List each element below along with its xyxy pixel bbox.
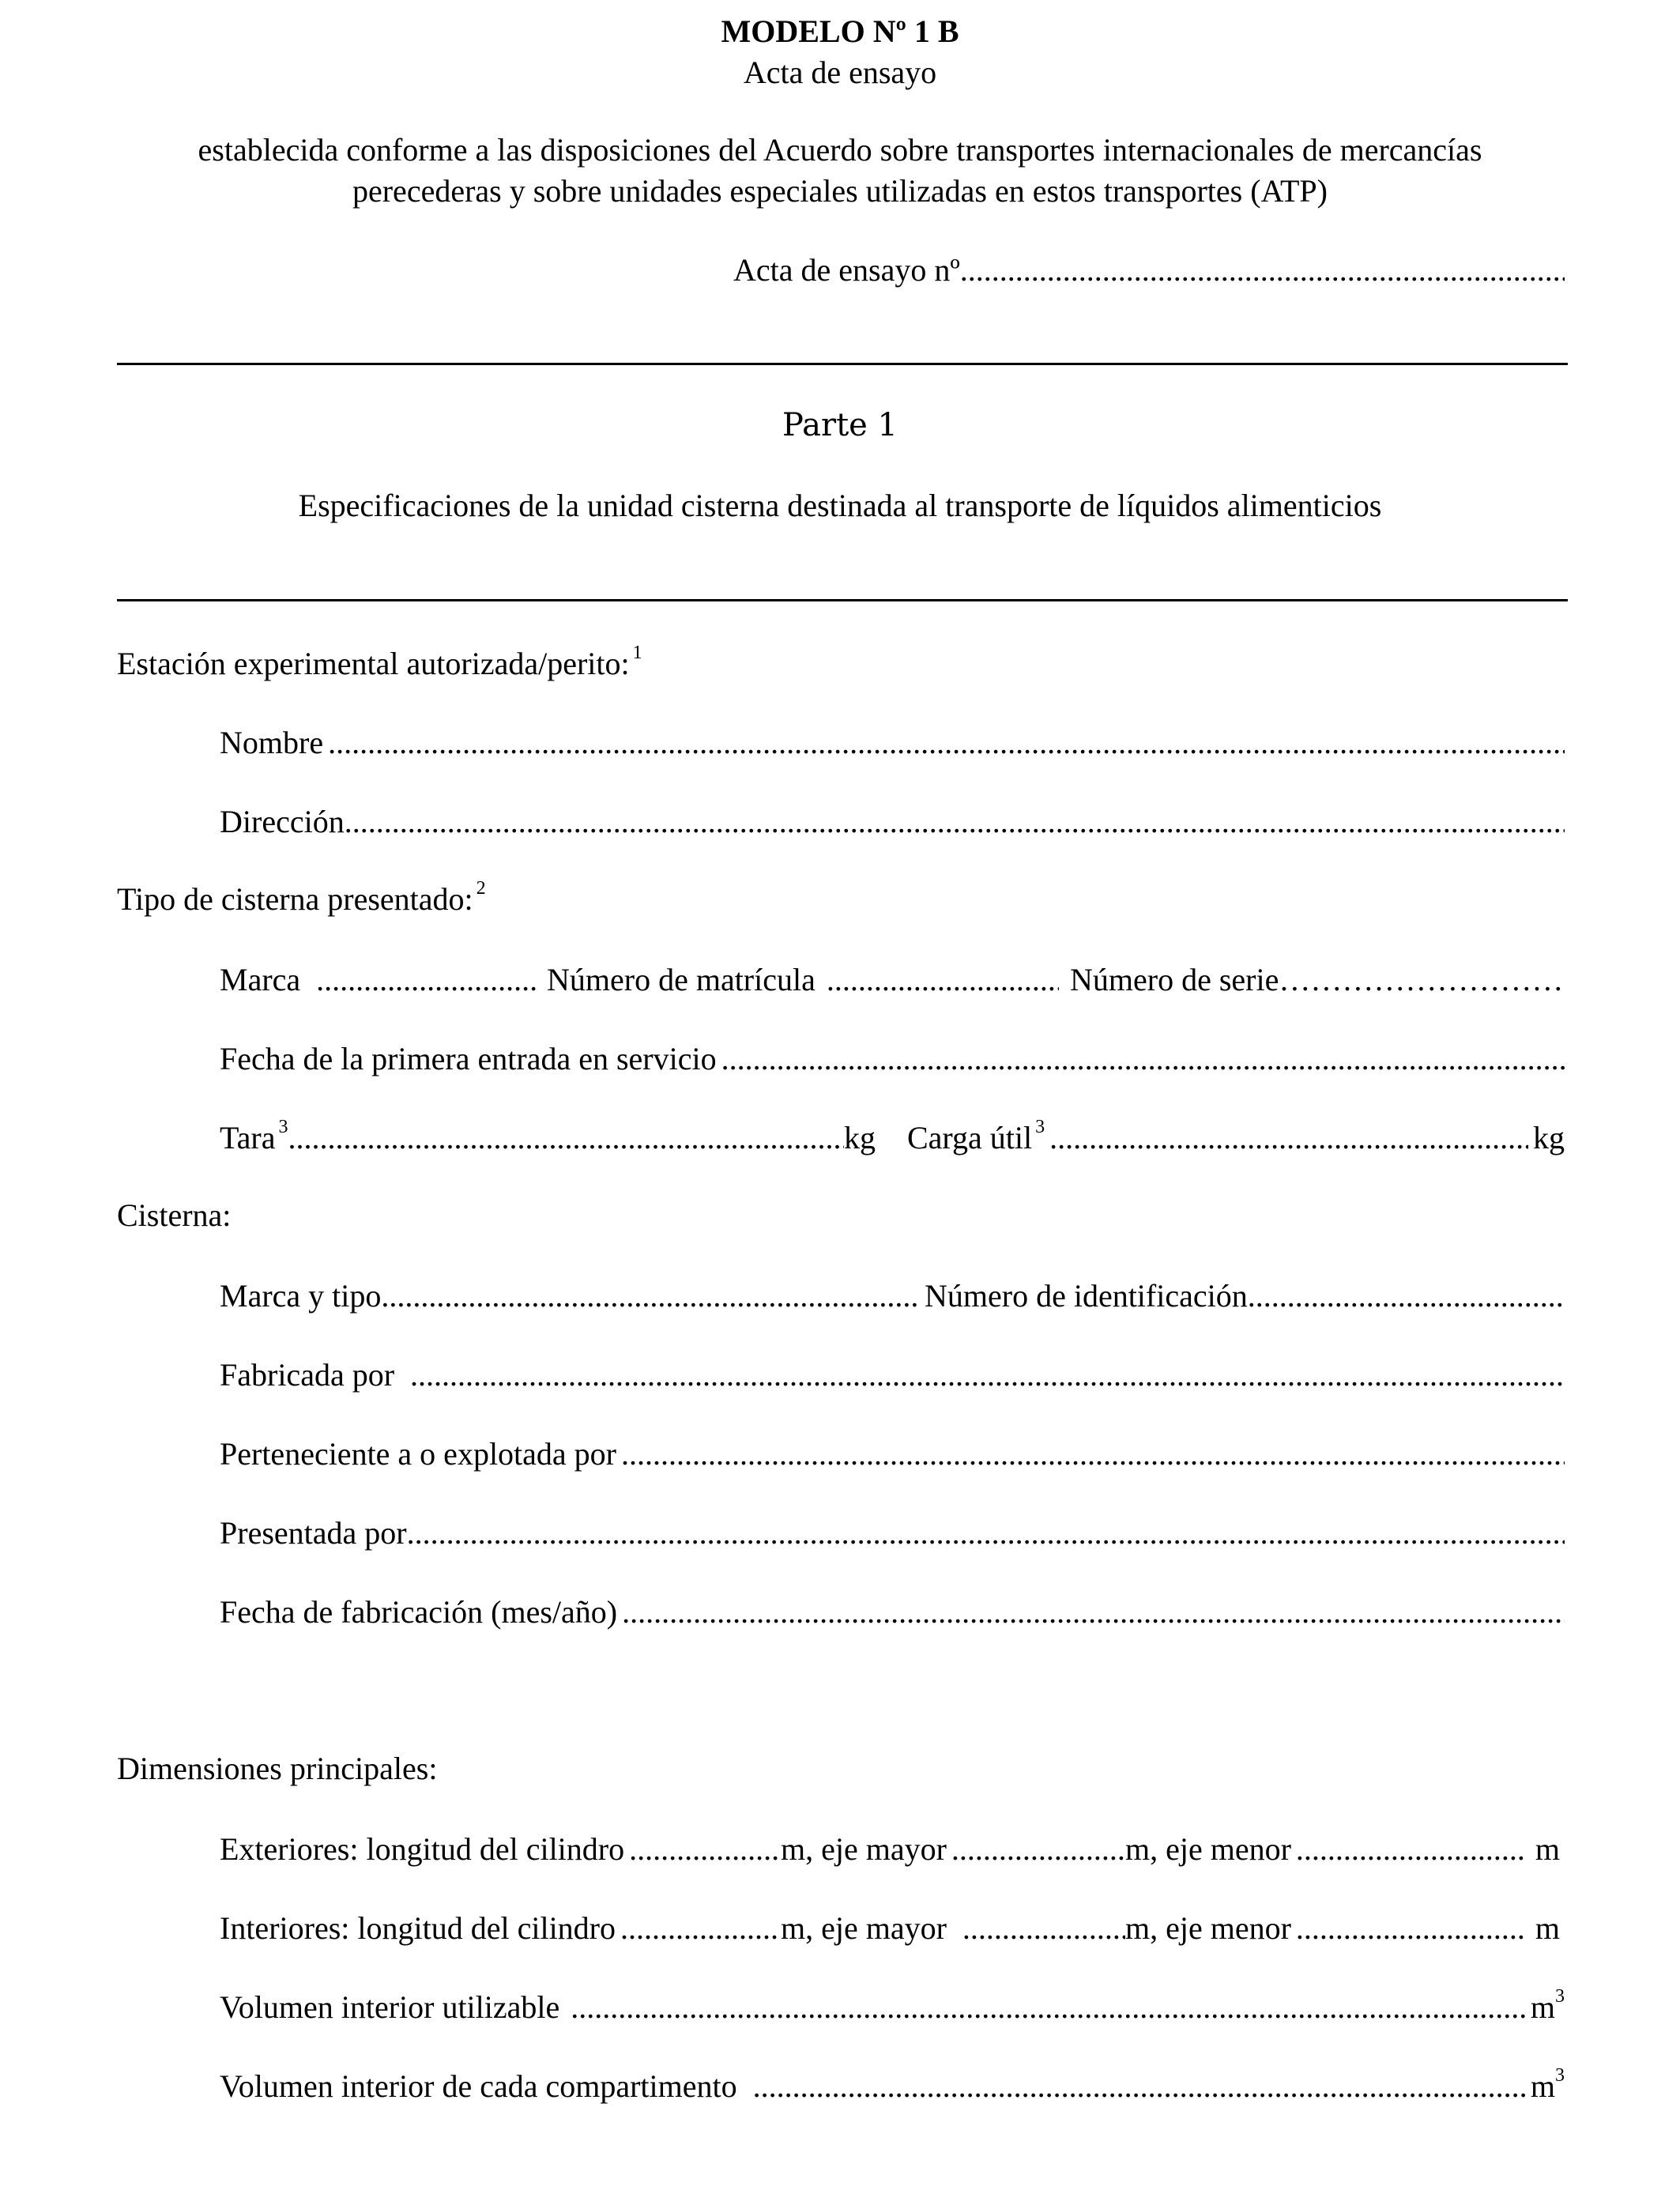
owned-by-field[interactable] [220,1438,1565,1470]
station-heading: Estación experimental autorizada/perito: $^1$ [117,643,642,681]
first-service-label: Fecha de la primera entrada en servicio [220,1041,717,1076]
owned-by-label: Perteneciente a o explotada por [220,1436,616,1472]
interior-major-axis-field[interactable] [781,1910,1125,1946]
tare-label: Tara $^3$ [220,1117,288,1155]
brand-label: Marca [220,962,301,997]
divider-top [117,363,1568,365]
manufacture-date-label: Fecha de fabricación (mes/año) [220,1594,618,1630]
compartment-volume-label: Volumen interior de cada compartimento [220,2068,737,2104]
intro-line-2: perecederas y sobre unidades especiales utilizadas en estos transportes (ATP) [352,173,1328,209]
interior-length-label: Interiores: longitud del cilindro [220,1910,616,1946]
report-number-dots [960,254,1565,286]
tare-unit: kg [844,1120,876,1155]
tare-field[interactable] [220,1117,876,1155]
footnote-ref-2: 2 [476,878,486,899]
compartment-volume-unit: $m^3$ [1530,2065,1565,2104]
part-title: Parte 1 [782,407,898,443]
manufactured-by-label: Fabricada por [220,1357,395,1393]
part-description: Especificaciones de la unidad cisterna destinada al transporte de líquidos alimenticios [298,488,1382,523]
usable-volume-unit: $m^3$ [1530,1986,1565,2025]
payload-unit: kg [1533,1120,1565,1155]
divider-bottom [117,599,1568,601]
payload-field[interactable] [907,1117,1565,1155]
interior-unit: m [1535,1910,1560,1946]
first-service-field[interactable] [220,1043,1565,1075]
interior-minor-axis-field[interactable] [1125,1910,1560,1946]
tank-heading: Cisterna: [117,1197,232,1233]
station-name-label: Nombre [220,725,324,760]
exterior-unit: m [1535,1831,1560,1867]
report-number-label: Acta de ensayo nº [733,252,960,288]
station-address-label: Dirección [220,804,345,839]
usable-volume-field[interactable] [220,1986,1565,2025]
dimensions-heading: Dimensiones principales: [117,1751,438,1786]
interior-minor-axis-label: m, eje menor [1125,1910,1291,1946]
exterior-major-axis-field[interactable] [781,1831,1125,1867]
exterior-length-field[interactable] [220,1831,779,1867]
serial-label: Número de serie [1070,962,1279,997]
footnote-ref-1: 1 [632,643,642,663]
usable-volume-label: Volumen interior utilizable [220,1989,560,2025]
presented-by-label: Presentada por [220,1515,407,1551]
presented-by-field[interactable] [220,1517,1565,1549]
brand-field[interactable] [220,964,536,996]
interior-major-axis-label: m, eje mayor [781,1910,947,1946]
id-number-label: Número de identificación [925,1278,1248,1314]
exterior-major-axis-label: m, eje mayor [781,1831,947,1867]
manufacture-date-field[interactable] [220,1596,1565,1628]
id-number-field[interactable] [925,1280,1565,1312]
report-number-field[interactable] [733,254,1565,286]
exterior-minor-axis-field[interactable] [1125,1831,1560,1867]
compartment-volume-field[interactable] [220,2065,1565,2104]
brand-type-field[interactable] [220,1280,918,1312]
document-model: MODELO Nº 1 B [721,13,959,49]
station-name-field[interactable] [220,727,1565,759]
brand-type-label: Marca y tipo [220,1278,382,1314]
tank-type-heading: Tipo de cisterna presentado: $^2$ [117,878,486,917]
document-subtitle: Acta de ensayo [743,55,937,90]
registration-label: Número de matrícula [547,962,816,997]
exterior-length-label: Exteriores: longitud del cilindro [220,1831,625,1867]
registration-field[interactable] [547,964,1059,996]
interior-length-field[interactable] [220,1910,779,1946]
serial-field[interactable] [1070,964,1565,996]
station-address-field[interactable] [220,806,1565,838]
manufactured-by-field[interactable] [220,1359,1565,1391]
payload-label: Carga útil $^3$ [907,1117,1045,1155]
intro-line-1: establecida conforme a las disposiciones del Acuerdo sobre transportes internacionales de mercancías [198,132,1482,168]
exterior-minor-axis-label: m, eje menor [1125,1831,1291,1867]
